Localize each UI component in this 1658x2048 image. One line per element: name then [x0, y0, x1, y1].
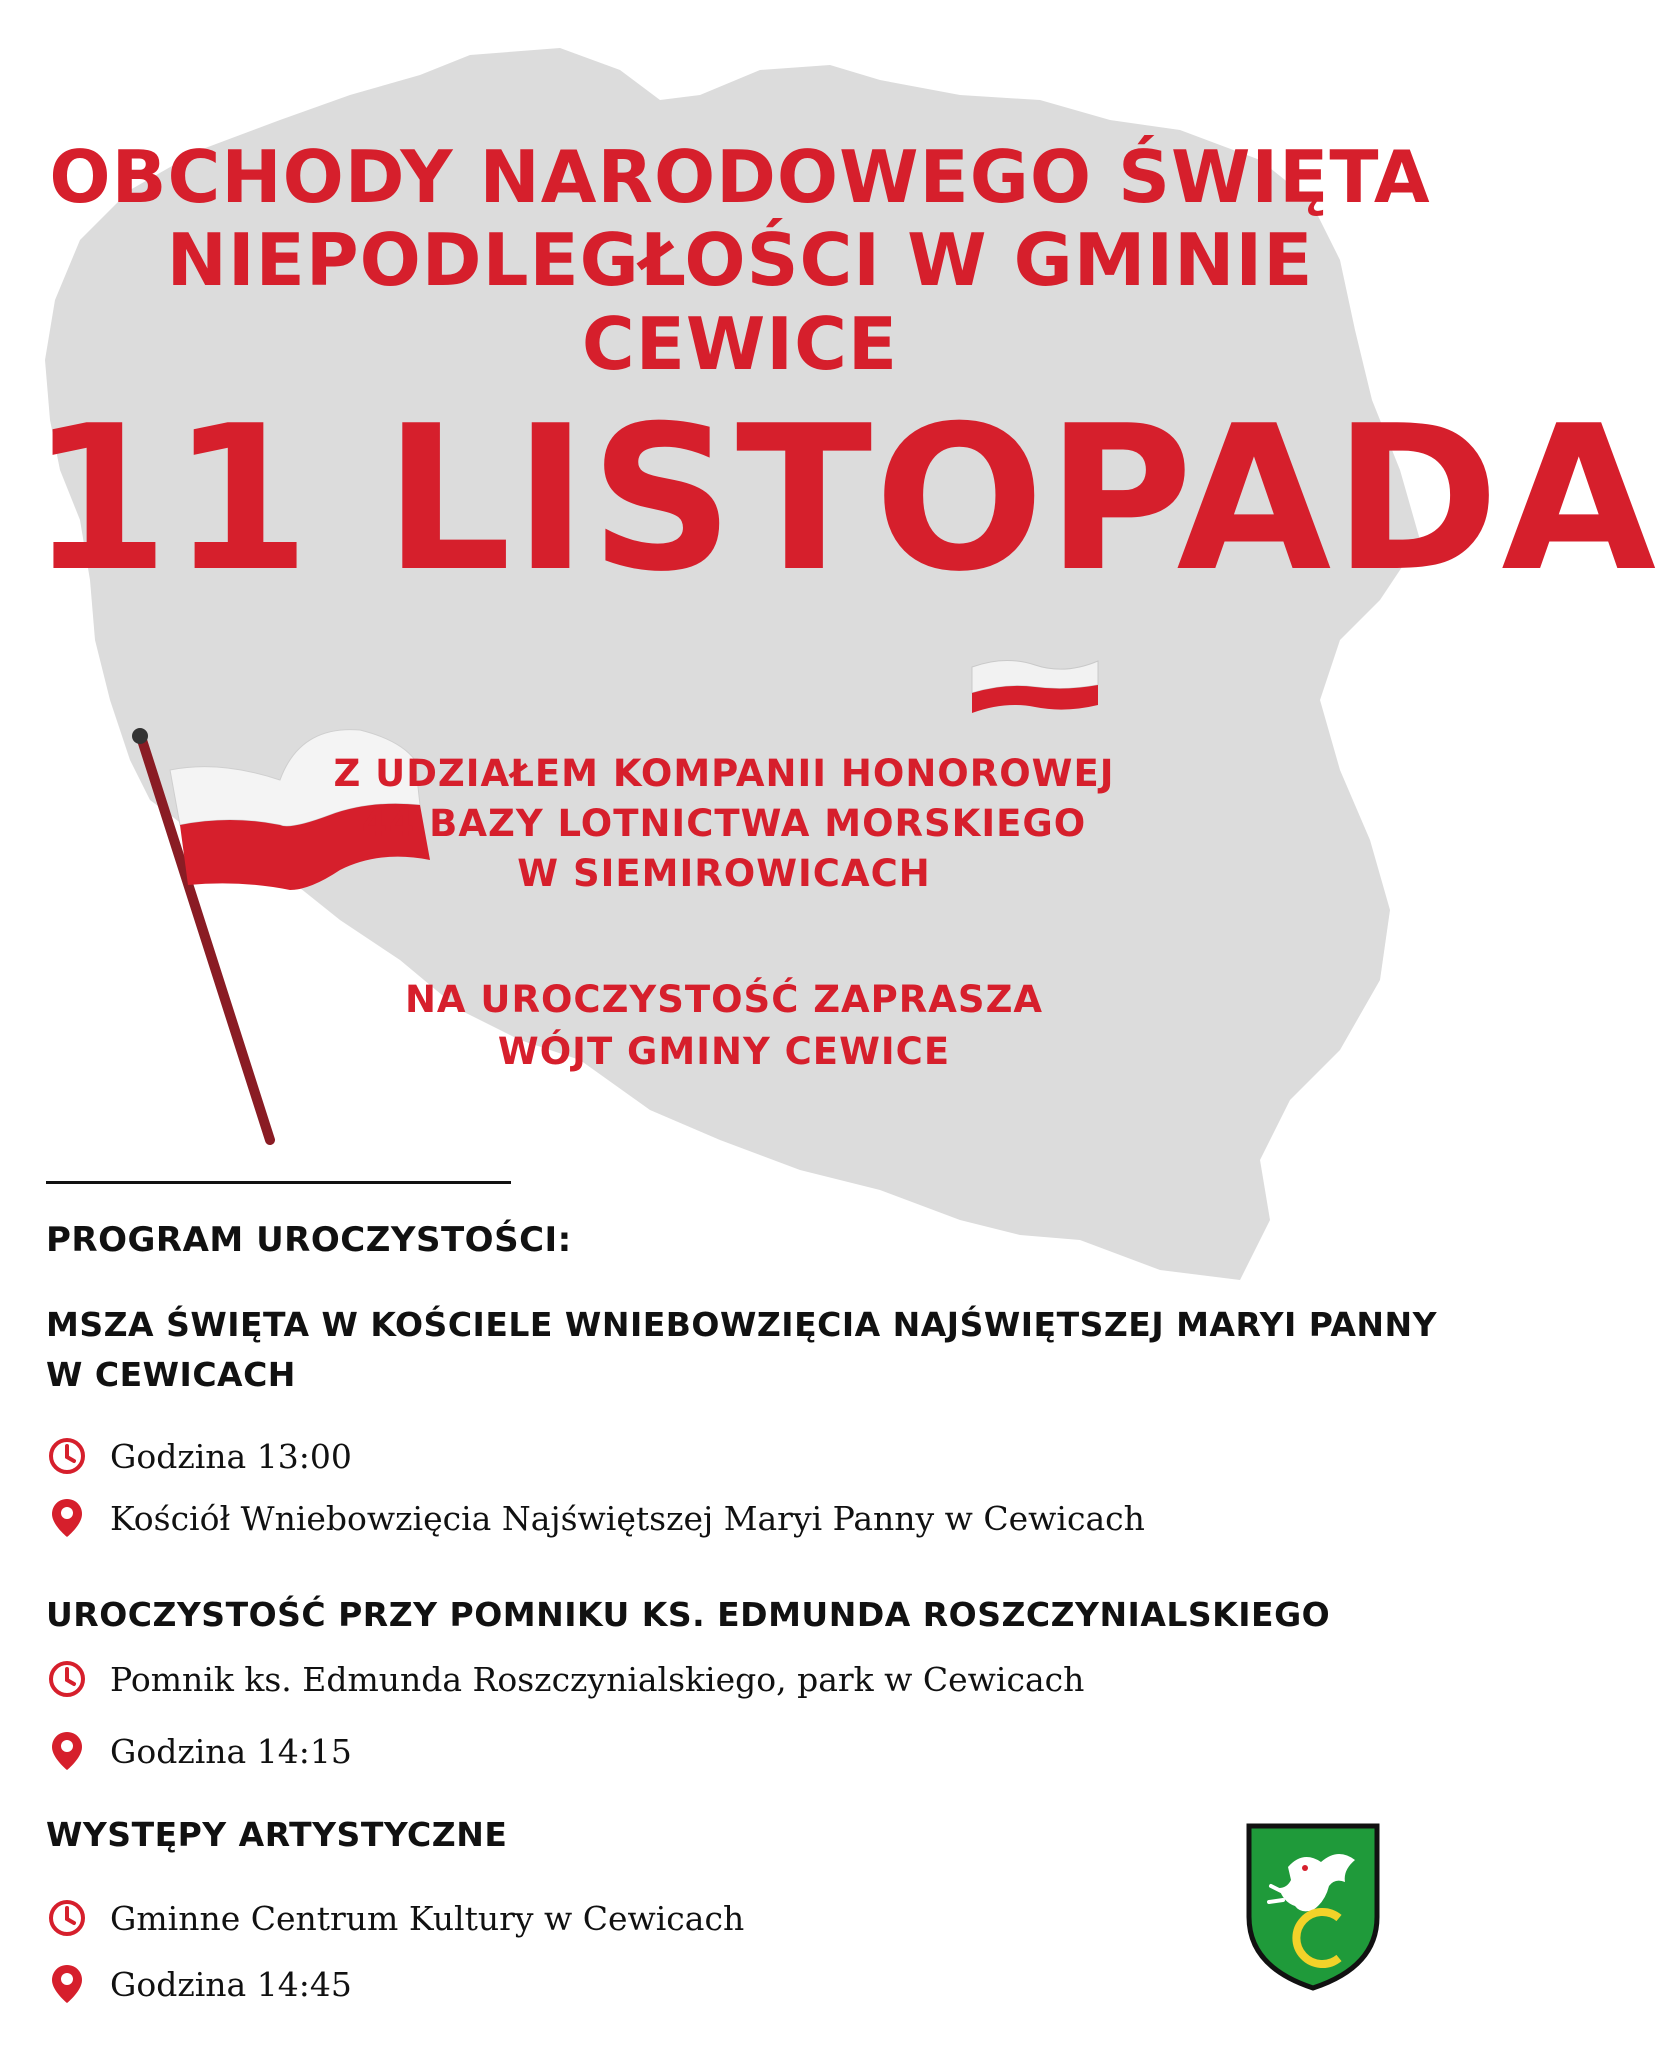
clock-icon — [46, 1658, 88, 1700]
invitation-line2: WÓJT GMINY CEWICE — [497, 1030, 951, 1073]
event3-title: WYSTĘPY ARTYSTYCZNE — [46, 1815, 508, 1854]
honor-company-line1: Z UDZIAŁEM KOMPANII HONOROWEJ — [333, 752, 1115, 795]
event-date: 11 LISTOPADA — [30, 383, 1658, 616]
location-pin-icon — [46, 1497, 88, 1539]
event-title-line1: OBCHODY NARODOWEGO ŚWIĘTA — [49, 135, 1431, 219]
event3-place-row — [46, 1897, 744, 1939]
event2-time-row — [46, 1730, 352, 1772]
event2-title: UROCZYSTOŚĆ PRZY POMNIKU KS. EDMUNDA ROSZCZYNIALSKIEGO — [46, 1595, 1331, 1634]
location-pin-icon — [46, 1730, 88, 1772]
event-title-line2: NIEPODLEGŁOŚCI W GMINIE CEWICE — [166, 218, 1314, 386]
location-pin-icon — [46, 1963, 88, 2005]
event1-title-line2: W CEWICACH — [46, 1355, 296, 1394]
event1-place-row — [46, 1497, 1145, 1539]
honor-company-line2: 44 BAZY LOTNICTWA MORSKIEGO — [361, 802, 1087, 845]
polish-flag-small-icon — [970, 655, 1100, 715]
event2-time-text: Godzina 14:15 — [110, 1731, 352, 1771]
event2-place-row — [46, 1658, 1084, 1700]
event2-place-text: Pomnik ks. Edmunda Roszczynialskiego, park w Cewicach — [110, 1659, 1085, 1699]
event3-place-text: Gminne Centrum Kultury w Cewicach — [110, 1898, 745, 1938]
event1-place-text: Kościół Wniebowzięcia Najświętszej Maryi Panny w Cewicach — [110, 1498, 1145, 1538]
event3-time-text: Godzina 14:45 — [110, 1964, 352, 2004]
event1-title-line1: MSZA ŚWIĘTA W KOŚCIELE WNIEBOWZIĘCIA NAJŚWIĘTSZEJ MARYI PANNY — [46, 1305, 1438, 1344]
section-divider — [46, 1181, 511, 1184]
cewice-coat-of-arms-icon — [1243, 1822, 1383, 1992]
clock-icon — [46, 1897, 88, 1939]
event3-time-row — [46, 1963, 352, 2005]
honor-company-line3: W SIEMIROWICACH — [517, 852, 931, 895]
clock-icon — [46, 1435, 88, 1477]
event1-time-row — [46, 1435, 352, 1477]
invitation-line1: NA UROCZYSTOŚĆ ZAPRASZA — [404, 978, 1044, 1021]
program-heading: PROGRAM UROCZYSTOŚCI: — [46, 1220, 572, 1260]
event1-time-text: Godzina 13:00 — [110, 1436, 352, 1476]
